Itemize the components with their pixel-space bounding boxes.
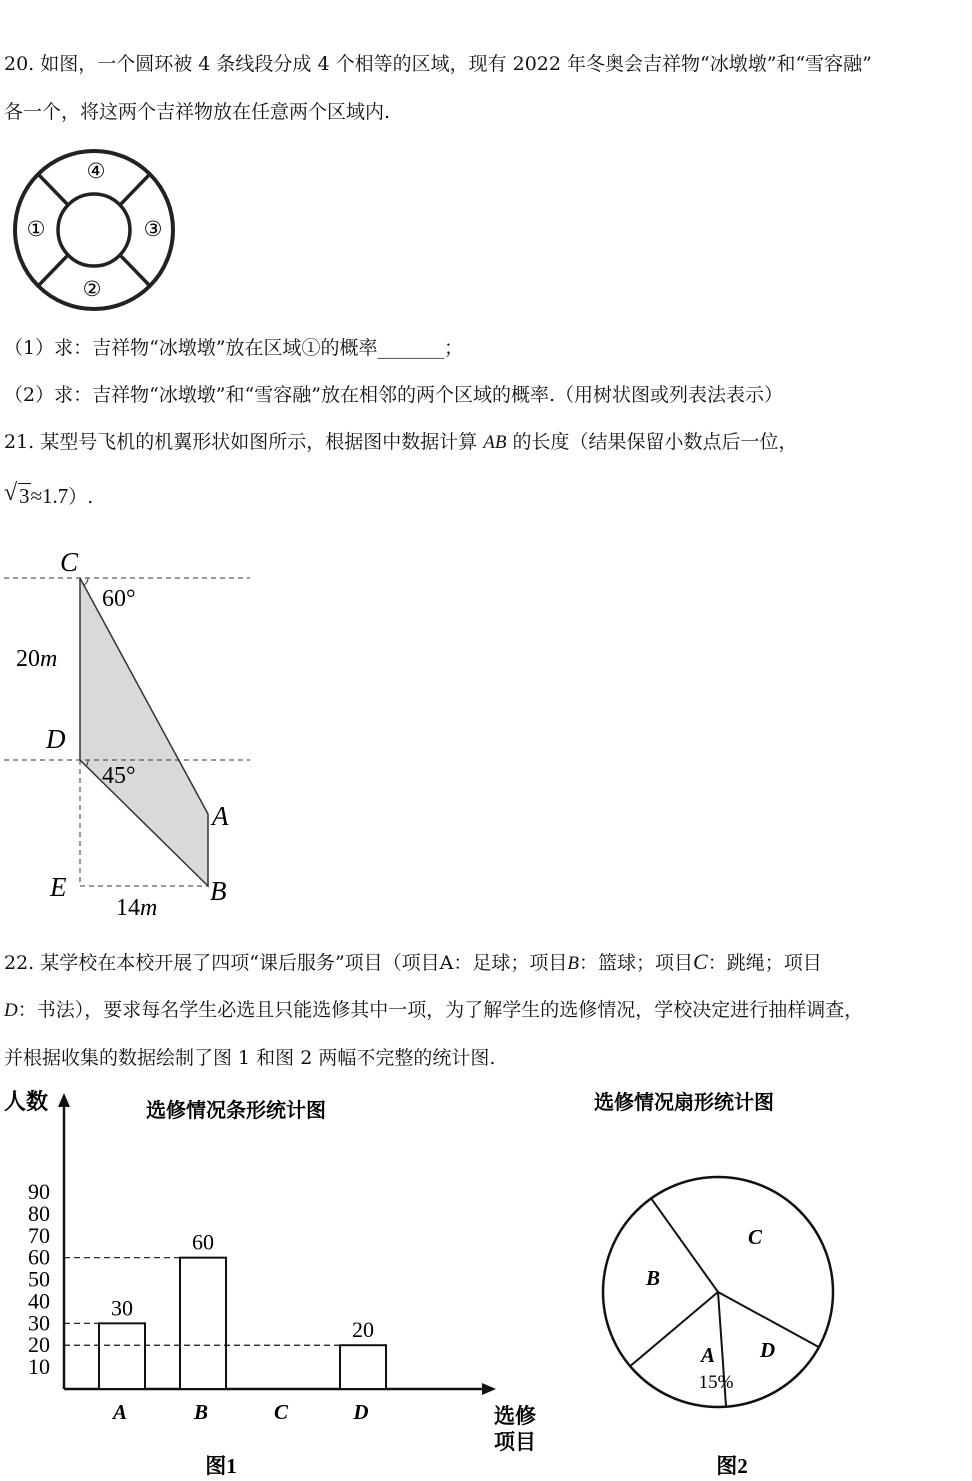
sqrt-radicand: 3 — [19, 484, 30, 508]
y-tick-label: 60 — [28, 1244, 50, 1270]
bar-layer — [28, 1179, 386, 1424]
ring-divider — [39, 175, 68, 205]
label-e: E — [50, 872, 67, 902]
q22-text-line2: ：书法），要求每名学生必选且只能选修其中一项，为了解学生的选修情况，学校决定进行抽样调查， — [17, 999, 864, 1021]
region-2-label: ② — [82, 277, 102, 301]
angle-60-label: 60° — [102, 586, 136, 612]
q20-sub2: （2）求：吉祥物“冰墩墩”和“雪容融”放在相邻的两个区域的概率.（用树状图或列表法表示） — [4, 384, 783, 406]
wing-shape — [80, 578, 208, 886]
q22-text-c: ：篮球；项目 — [579, 952, 694, 974]
bar-value-label: 30 — [111, 1295, 133, 1321]
bar-chart — [0, 1083, 560, 1481]
pie-chart-caption: 图2 — [716, 1454, 748, 1478]
pie-sector-divider — [651, 1198, 718, 1292]
ring-divider — [39, 255, 68, 285]
q22-line1 — [4, 950, 822, 976]
q21-ab: AB — [483, 432, 507, 453]
region-4-label: ④ — [86, 159, 106, 183]
bar-chart-ylabel: 人数 — [4, 1089, 49, 1114]
q22-text-e: ：跳绳；项目 — [707, 952, 822, 974]
bar-d — [340, 1345, 386, 1389]
bar-value-label: 20 — [352, 1317, 374, 1343]
label-b: B — [210, 876, 227, 906]
y-tick-label: 70 — [28, 1222, 50, 1248]
bar-b — [180, 1258, 226, 1389]
bar-a — [99, 1323, 145, 1389]
q21-line1 — [4, 430, 798, 455]
x-axis-arrow — [482, 1383, 496, 1395]
pie-label-c: C — [748, 1225, 763, 1249]
region-3-label: ③ — [143, 217, 163, 241]
bar-chart-title: 选修情况条形统计图 — [146, 1100, 326, 1122]
q21-text-b: 的长度（结果保留小数点后一位， — [506, 431, 798, 453]
y-tick-label: 30 — [28, 1310, 50, 1336]
bar-chart-xlabel-1: 选修 — [494, 1404, 536, 1428]
y-tick-label: 90 — [28, 1179, 50, 1204]
y-tick-label: 10 — [28, 1354, 50, 1380]
y-tick-label: 80 — [28, 1200, 50, 1226]
length-14m-label — [116, 895, 157, 921]
wing-diagram — [0, 540, 260, 925]
q20-line1: 20. 如图，一个圆环被 4 条线段分成 4 个相等的区域，现有 2022 年冬奥会吉祥物“冰墩墩”和“雪容融” — [4, 53, 872, 75]
length-20-number: 20 — [16, 646, 40, 672]
pie-label-d: D — [760, 1338, 776, 1362]
q21-line2 — [4, 480, 94, 509]
q21-text-a: 21. 某型号飞机的机翼形状如图所示，根据图中数据计算 — [4, 431, 484, 453]
ring-divider — [120, 255, 149, 285]
label-d: D — [46, 724, 66, 754]
q22-c: C — [693, 949, 708, 974]
y-tick-label: 20 — [28, 1332, 50, 1358]
bar-chart-caption: 图1 — [205, 1454, 237, 1478]
label-c: C — [60, 547, 79, 577]
q22-text-a: 22. 某学校在本校开展了四项“课后服务”项目（项目A：足球；项目 — [4, 952, 568, 974]
ring-inner — [58, 194, 130, 266]
x-category-label: B — [193, 1400, 209, 1424]
y-tick-label: 40 — [28, 1288, 50, 1314]
angle-arc-60 — [84, 578, 88, 585]
q20-line2: 各一个，将这两个吉祥物放在任意两个区域内. — [4, 101, 391, 123]
pie-pct-a: 15% — [698, 1372, 734, 1393]
pie-chart-title: 选修情况扇形统计图 — [594, 1092, 774, 1114]
x-category-label: D — [353, 1400, 369, 1424]
length-20m-label — [16, 646, 57, 672]
y-axis-arrow — [58, 1093, 70, 1107]
q21-tail: ）. — [68, 486, 94, 508]
y-tick-label: 50 — [28, 1266, 50, 1292]
angle-45-label: 45° — [102, 763, 136, 789]
unit-m: m — [40, 646, 58, 672]
approx-value: ≈1.7 — [30, 484, 69, 508]
length-14-number: 14 — [116, 895, 140, 921]
sqrt-sign: √ 3 — [4, 480, 30, 508]
pie-label-a: A — [701, 1343, 716, 1367]
q22-d: D — [4, 1000, 18, 1021]
q22-line2 — [4, 998, 863, 1023]
unit-m: m — [140, 895, 158, 921]
q20-sub1: （1）求：吉祥物“冰墩墩”放在区域①的概率_______； — [4, 337, 464, 359]
pie-chart — [580, 1083, 860, 1481]
bar-value-label: 60 — [192, 1229, 214, 1255]
label-a: A — [212, 801, 229, 831]
region-1-label: ① — [26, 217, 46, 241]
q22-line3: 并根据收集的数据绘制了图 1 和图 2 两幅不完整的统计图. — [4, 1047, 496, 1069]
ring-divider — [120, 175, 149, 205]
bar-chart-xlabel-2: 项目 — [494, 1430, 536, 1454]
x-category-label: C — [273, 1400, 289, 1424]
pie-label-b: B — [646, 1266, 661, 1290]
q22-b: B — [567, 953, 580, 974]
x-category-label: A — [112, 1400, 128, 1424]
ring-diagram — [10, 148, 182, 314]
